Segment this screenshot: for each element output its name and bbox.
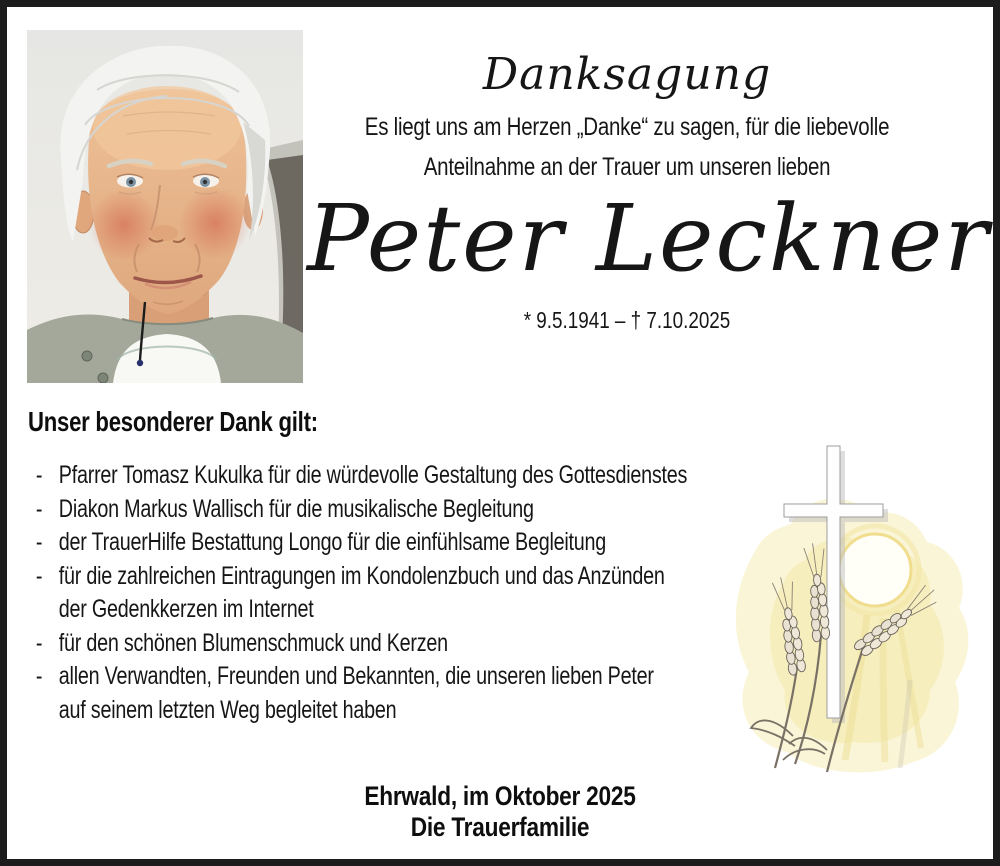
intro-line-1: Es liegt uns am Herzen „Danke“ zu sagen, für die liebevolle	[364, 113, 890, 141]
list-item-text: allen Verwandten, Freunden und Bekannten, die unseren lieben Peter	[58, 662, 654, 690]
list-dash: -	[35, 662, 43, 690]
list-item-text: für den schönen Blumenschmuck und Kerzen	[58, 628, 448, 657]
portrait-illustration	[27, 30, 303, 383]
list-item	[28, 627, 723, 661]
thanks-list	[28, 459, 723, 727]
list-item-text: auf seinem letzten Weg begleitet haben	[58, 695, 397, 724]
list-item	[28, 459, 723, 493]
list-item-text: Pfarrer Tomasz Kukulka für die würdevolle Gestaltung des Gottesdienstes	[58, 461, 688, 489]
thanks-heading: Unser besonderer Dank gilt:	[28, 406, 318, 437]
closing-signature: Die Trauerfamilie	[410, 812, 590, 842]
list-item-text: der TrauerHilfe Bestattung Longo für die einfühlsame Begleitung	[58, 528, 607, 556]
list-item-text: Diakon Markus Wallisch für die musikalische Begleitung	[58, 494, 534, 523]
closing-place-date: Ehrwald, im Oktober 2025	[364, 781, 636, 811]
cross-wheat-sun-illustration	[725, 430, 975, 775]
deceased-name: Peter Leckner	[307, 185, 991, 292]
list-item	[28, 560, 723, 627]
list-dash: -	[35, 528, 43, 556]
list-dash: -	[35, 461, 43, 489]
list-item-text: der Gedenkkerzen im Internet	[58, 595, 314, 623]
intro-line-2: Anteilnahme an der Trauer um unseren lieben	[423, 153, 831, 181]
list-item	[28, 660, 723, 727]
notice-footer	[7, 781, 993, 843]
list-dash: -	[35, 561, 43, 590]
cross-wheat-sun-svg	[725, 430, 975, 775]
acknowledgements-section	[28, 406, 723, 727]
list-item-text: für die zahlreichen Eintragungen im Kondolenzbuch und das Anzünden	[58, 561, 665, 590]
list-dash: -	[35, 628, 43, 657]
list-item	[28, 493, 723, 527]
portrait-photo	[27, 30, 303, 383]
notice-header	[307, 7, 991, 357]
sun-icon	[839, 534, 911, 606]
life-dates: * 9.5.1941 – † 7.10.2025	[523, 307, 731, 333]
list-dash: -	[35, 494, 43, 523]
notice-title: Danksagung	[482, 49, 772, 100]
list-item	[28, 526, 723, 560]
